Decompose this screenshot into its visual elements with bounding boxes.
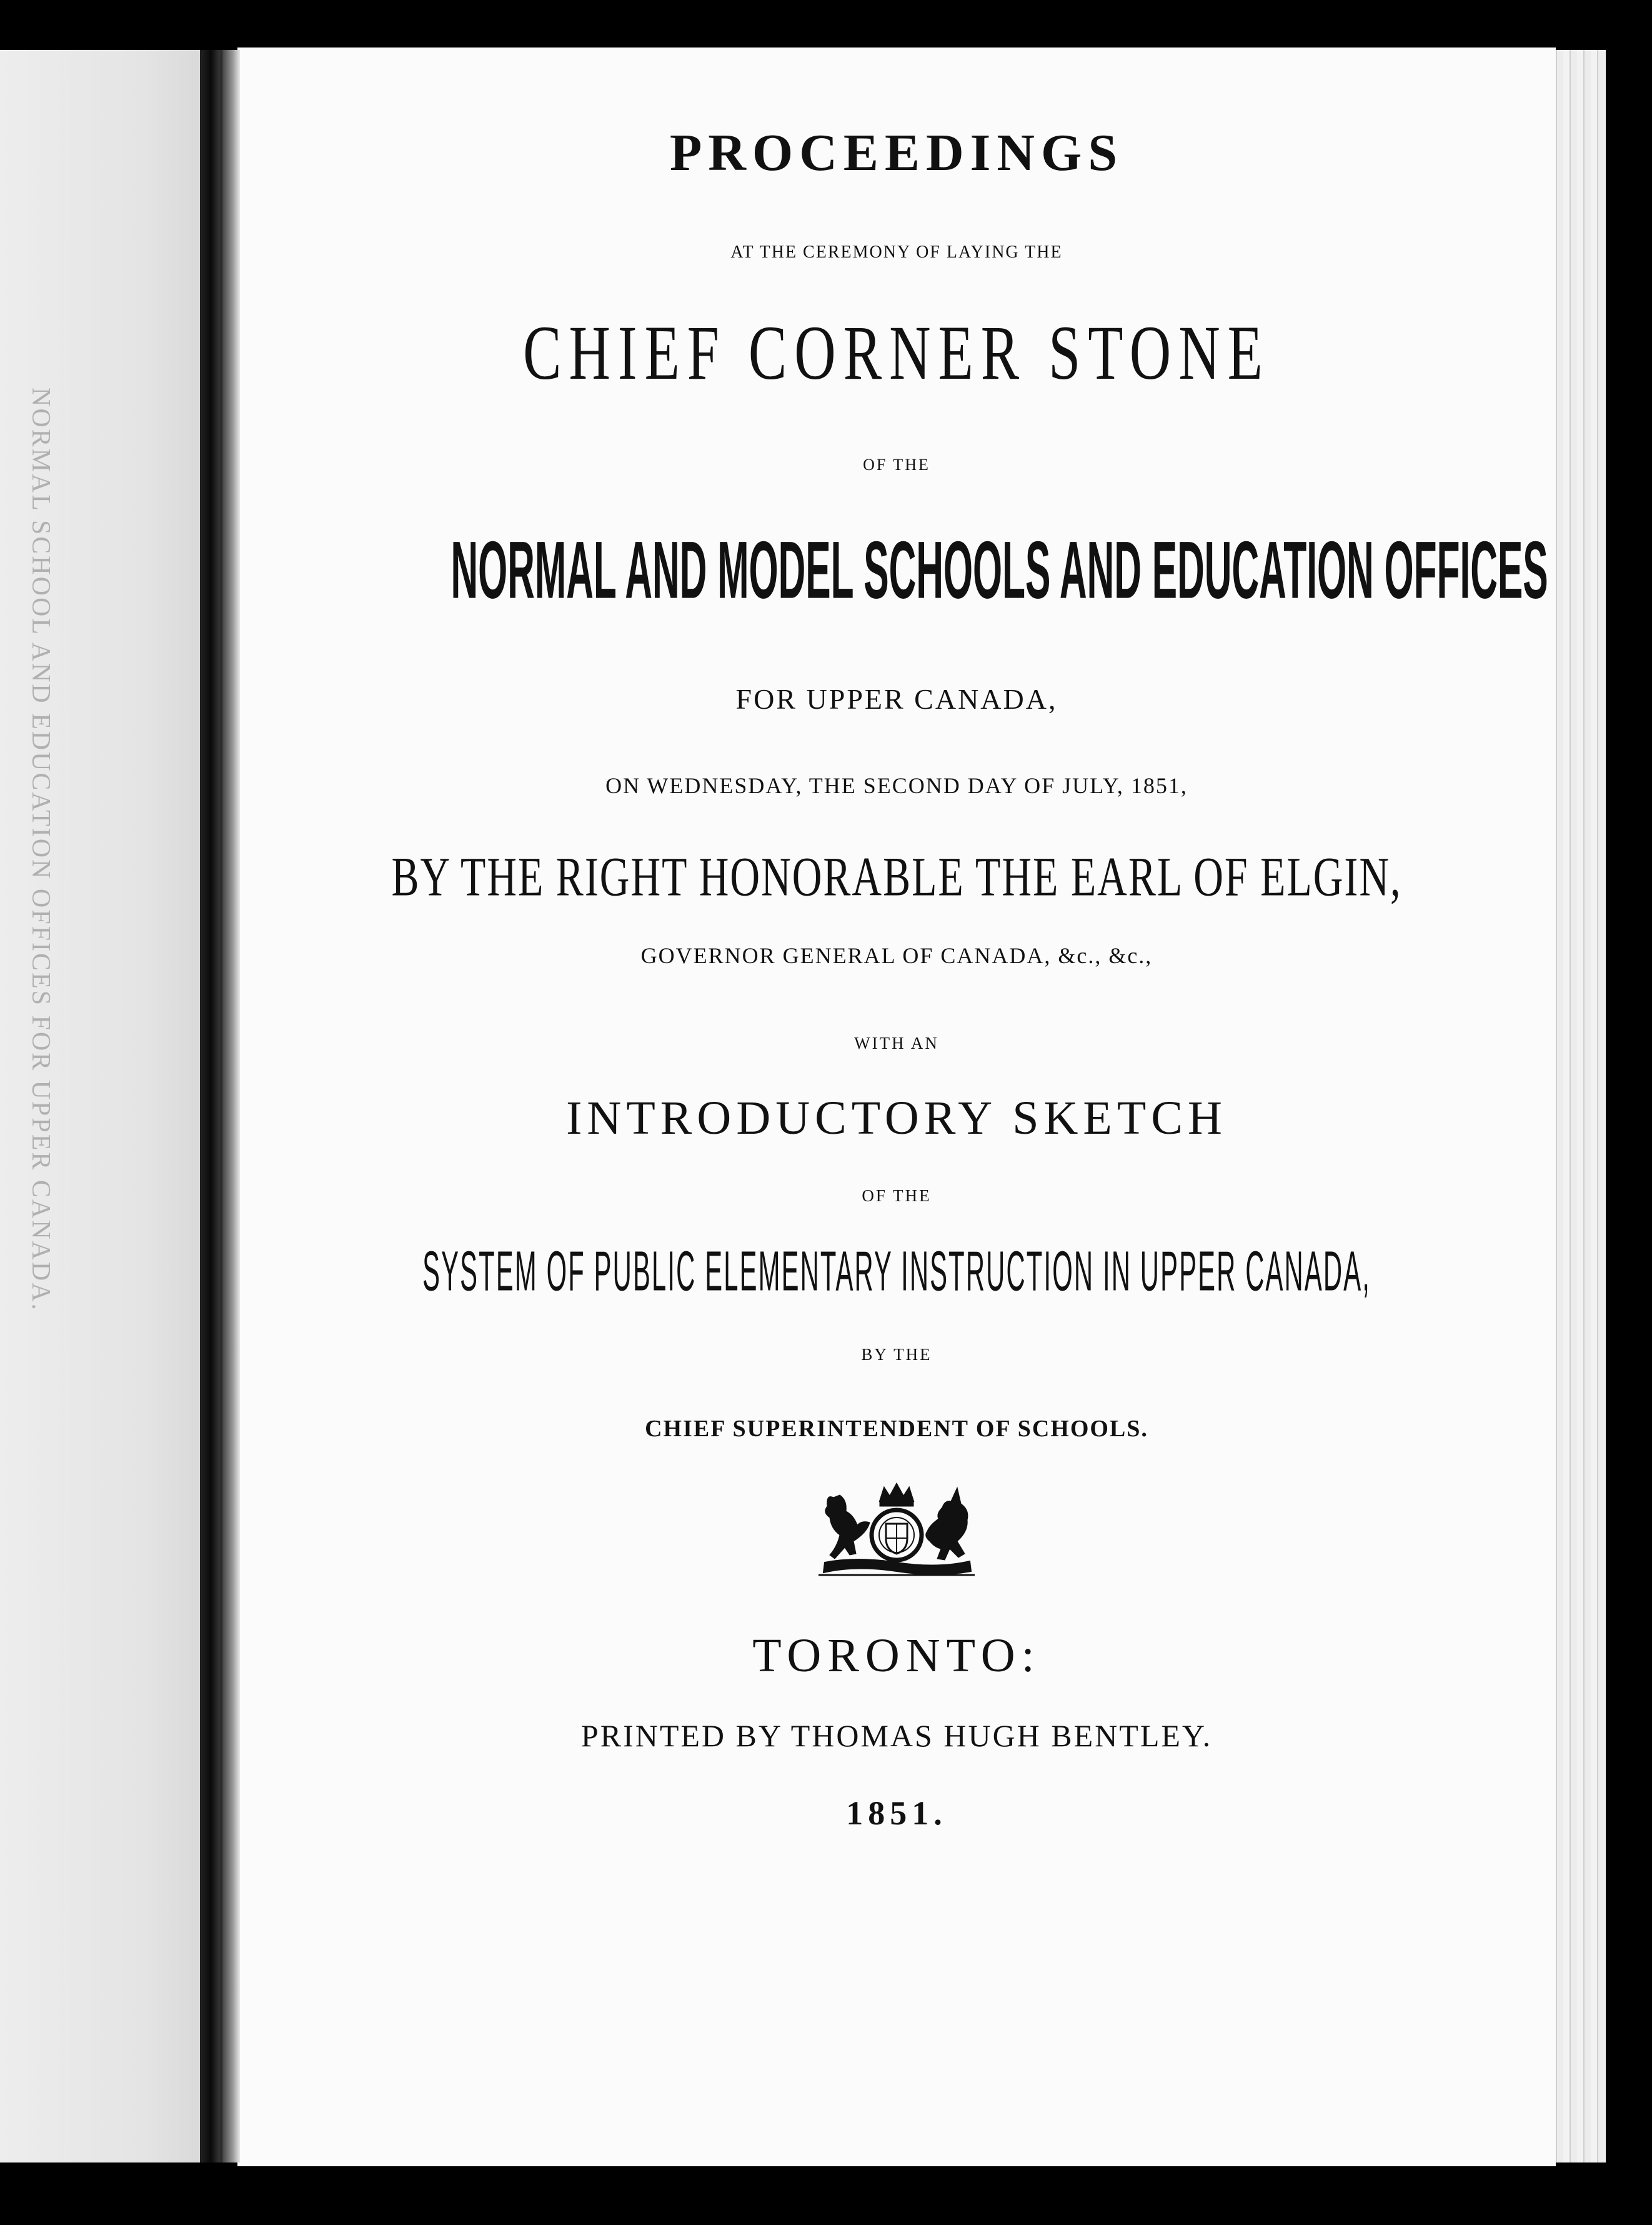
date-line: ON WEDNESDAY, THE SECOND DAY OF JULY, 1851,	[605, 773, 1188, 798]
institution-text: NORMAL AND MODEL SCHOOLS AND EDUCATION OFFICES	[450, 524, 1548, 616]
year-line: 1851.	[846, 1794, 947, 1832]
city-line: TORONTO:	[752, 1629, 1041, 1682]
facing-page-spine-text: NORMAL SCHOOL AND EDUCATION OFFICES FOR UPPER CANADA.	[26, 388, 55, 1312]
title-page	[237, 48, 1556, 2166]
with-an-line: WITH AN	[854, 1034, 939, 1052]
person-title-line: GOVERNOR GENERAL OF CANADA, &c., &c.,	[640, 943, 1153, 968]
facing-page	[0, 50, 206, 2162]
line-ceremony: AT THE CEREMONY OF LAYING THE	[730, 242, 1063, 262]
author-line: CHIEF SUPERINTENDENT OF SCHOOLS.	[645, 1416, 1148, 1442]
page-curl-shadow	[222, 50, 240, 2162]
printer-line: PRINTED BY THOMAS HUGH BENTLEY.	[580, 1718, 1213, 1753]
system-text: SYSTEM OF PUBLIC ELEMENTARY INSTRUCTION IN UPPER CANADA,	[422, 1240, 1371, 1303]
system-line	[237, 1240, 1556, 1303]
sketch-heading: INTRODUCTORY SKETCH	[566, 1092, 1227, 1144]
royal-coat-of-arms-icon	[812, 1479, 981, 1582]
title-proceedings: PROCEEDINGS	[669, 124, 1124, 182]
by-person-text: BY THE RIGHT HONORABLE THE EARL OF ELGIN,	[391, 846, 1402, 908]
page-edges	[1550, 50, 1606, 2162]
by-person-line	[237, 846, 1556, 908]
subject-heading	[237, 309, 1556, 396]
subject-text: CHIEF CORNER STONE	[523, 309, 1270, 396]
by-the-line: BY THE	[861, 1345, 932, 1364]
institution-heading	[237, 524, 1556, 616]
location-line: FOR UPPER CANADA,	[735, 683, 1058, 715]
of-the-line-2: OF THE	[862, 1186, 932, 1205]
of-the-line-1: OF THE	[863, 456, 930, 474]
